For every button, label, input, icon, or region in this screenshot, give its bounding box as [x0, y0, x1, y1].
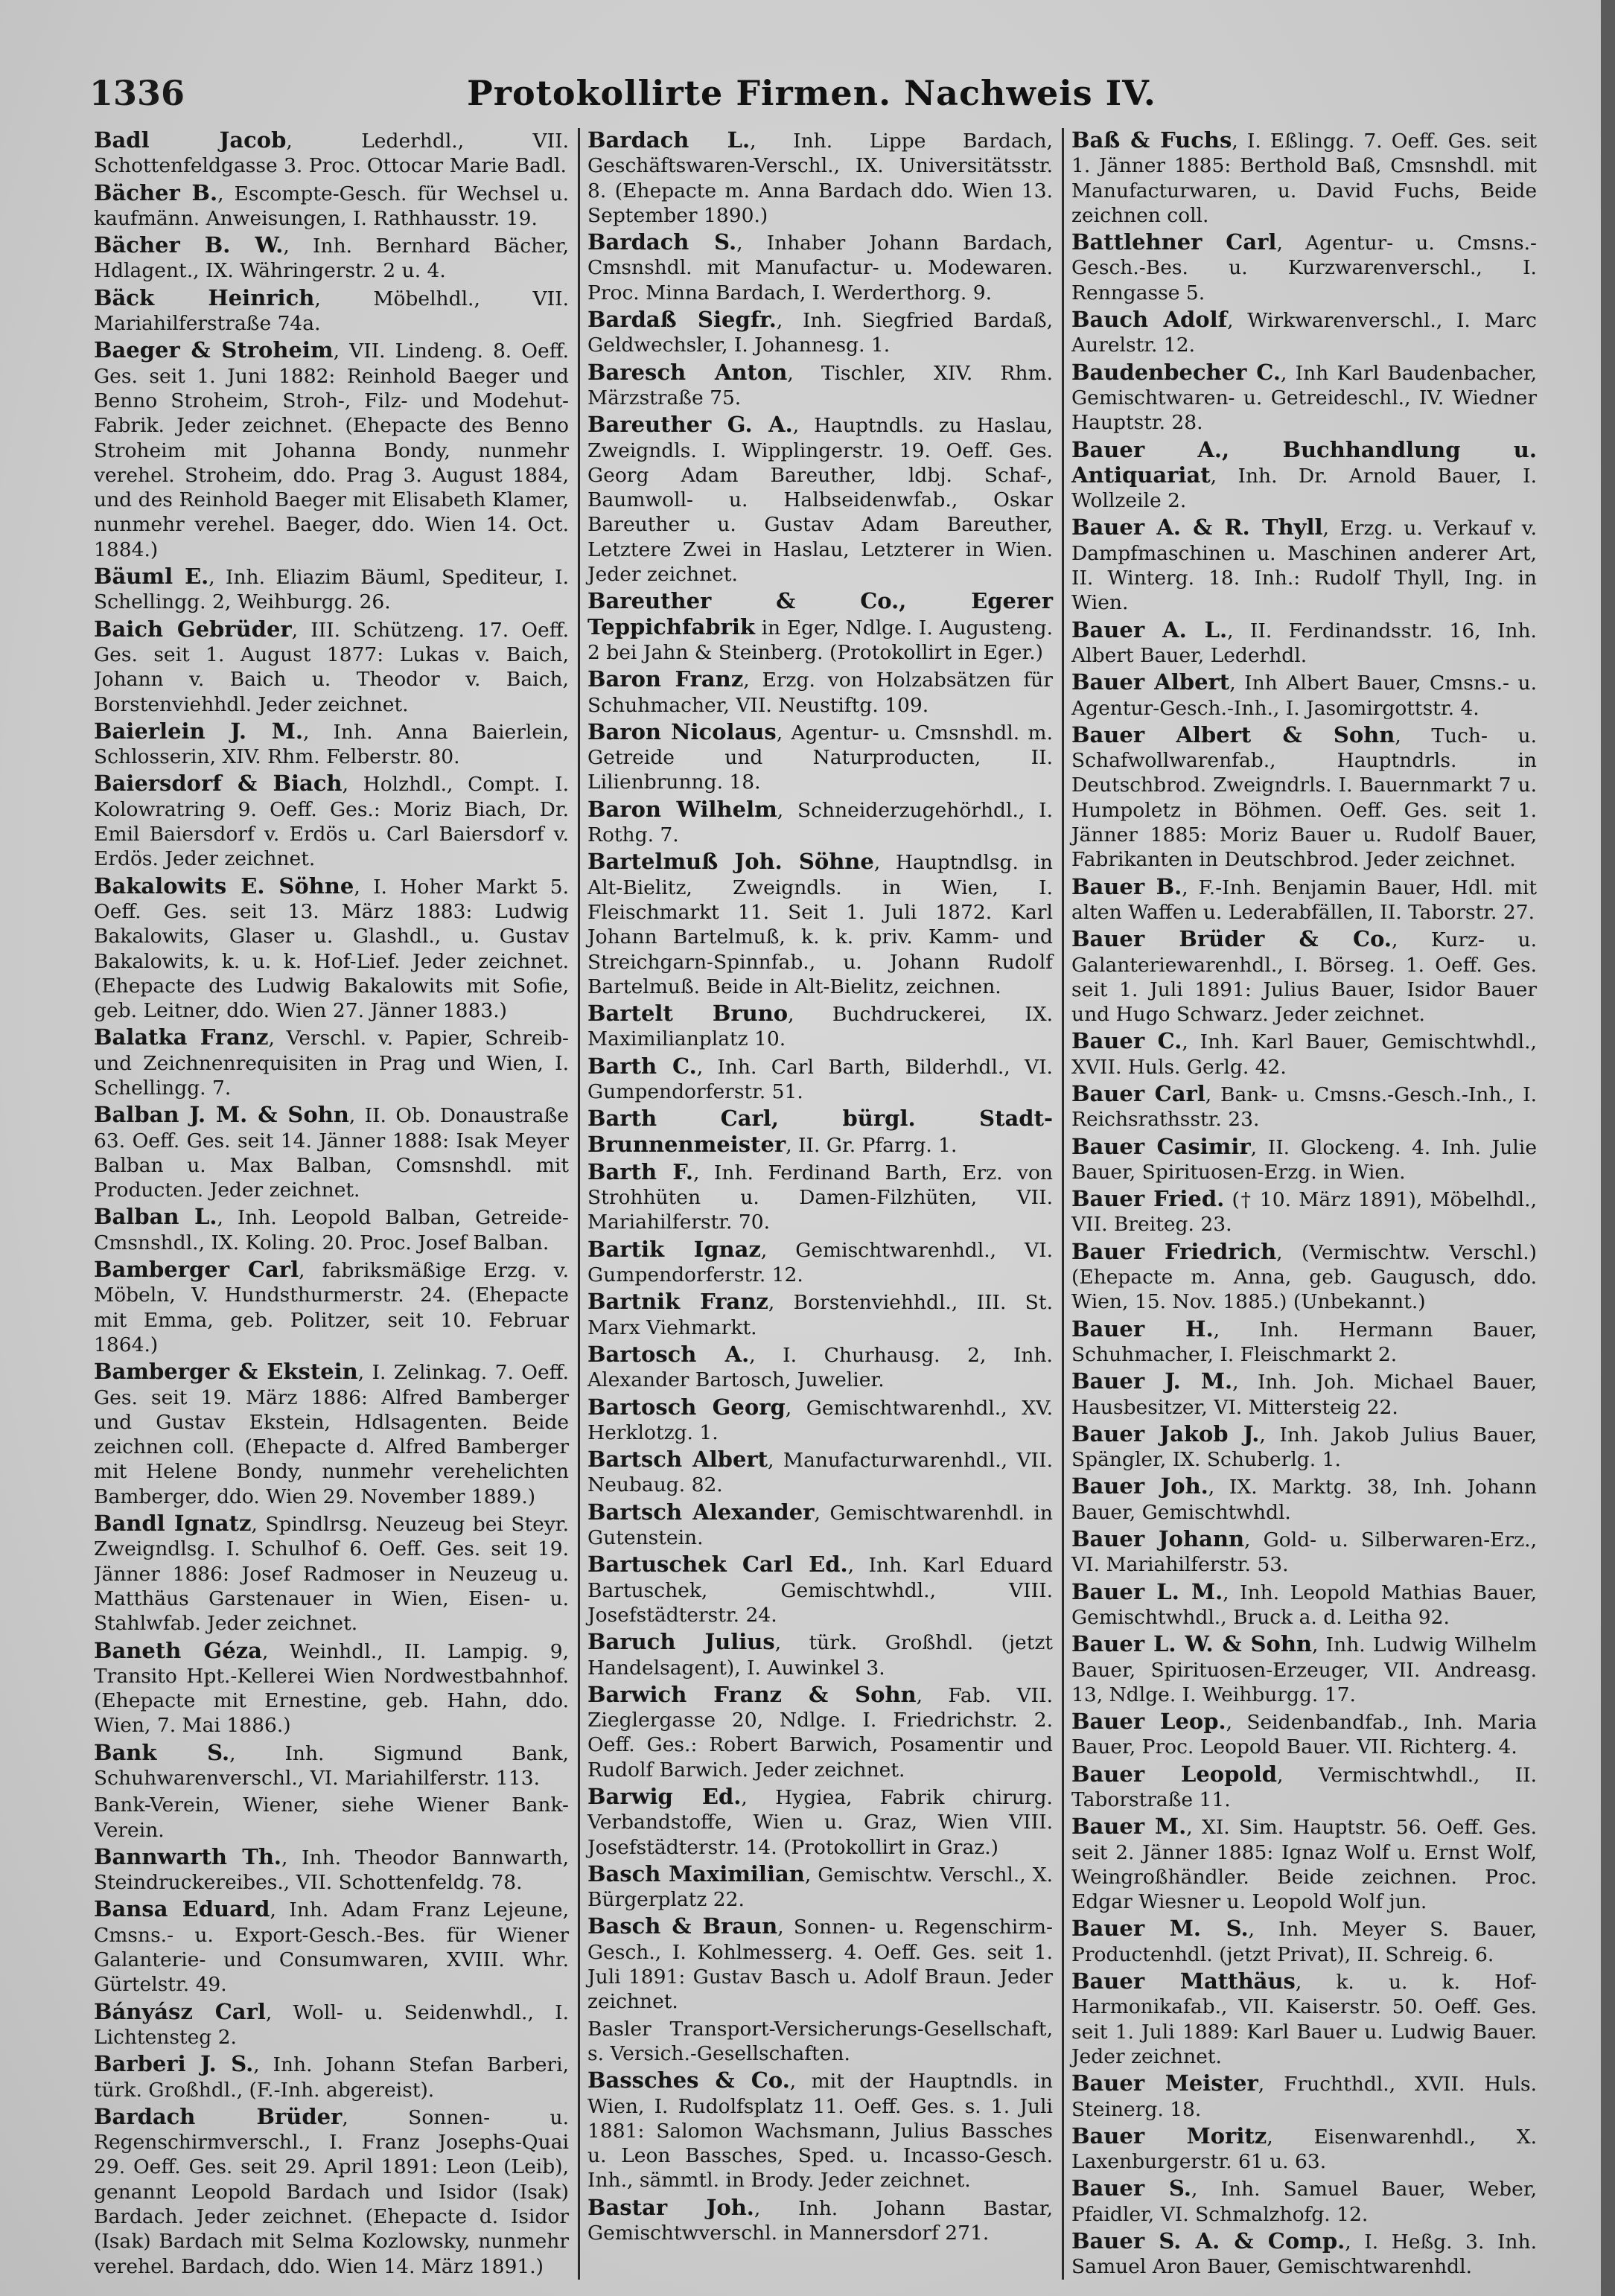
firm-details: , Inh. Adam Franz Lejeune, Cmsns.- u. Export-Gesch.-Bes. für Wiener Galanterie- und Consumwaren, XVIII. Whr. Gürtelstr. 49.: [94, 1898, 569, 1997]
directory-entry: [1071, 2071, 1537, 2122]
directory-entry: [1071, 1814, 1537, 1914]
directory-entry: [587, 849, 1053, 999]
directory-entry: [1071, 515, 1537, 615]
firm-details: , Holzhdl., Compt. I. Kolowratring 9. Oeff. Ges.: Moriz Biach, Dr. Emil Baiersdorf v. Erdös u. Carl Baiersdorf v. Erdös. Jeder zeichnet.: [94, 773, 569, 871]
firm-name: Bamberger Carl: [94, 1257, 299, 1283]
firm-details: , Inh. Samuel Bauer, Weber, Pfaidler, VI. Schmalzhofg. 12.: [1071, 2178, 1538, 2226]
firm-name: Barwig Ed.: [587, 1784, 742, 1809]
firm-name: Bauer M.: [1071, 1814, 1187, 1840]
directory-entry: [1071, 670, 1537, 721]
column-1: [94, 128, 578, 2280]
directory-entry: [587, 1862, 1053, 1913]
directory-entry: [94, 181, 569, 232]
firm-details: , Tuch- u. Schafwollwarenfab., Hauptndrls. in Deutschbrod. Zweigndrls. I. Bauernmarkt 7 u. Humpoletz in Böhmen. Oeff. Ges. seit 1. Jänner 1885: Moriz Bauer u. Rudolf Bauer, Fabrikanten in Deutschbrod. Jeder zeichnet.: [1071, 724, 1537, 872]
firm-details: , Inh Albert Bauer, Cmsns.- u. Agentur-Gesch.-Inh., I. Jasomirgottstr. 4.: [1071, 672, 1537, 720]
firm-details: , II. Glockeng. 4. Inh. Julie Bauer, Spirituosen-Erzg. in Wien.: [1071, 1135, 1537, 1184]
firm-details: , Wirkwarenverschl., I. Marc Aurelstr. 12.: [1071, 309, 1537, 357]
firm-name: Bartsch Alexander: [587, 1499, 815, 1525]
firm-name: Bauer J. M.: [1071, 1368, 1233, 1394]
firm-name: Bauer Casimir: [1071, 1133, 1251, 1159]
firm-details: , Inhaber Johann Bardach, Cmsnshdl. mit Manufactur- u. Modewaren. Proc. Minna Bardach, I. Werderthorg. 9.: [587, 232, 1053, 304]
directory-entry: [587, 1395, 1053, 1446]
firm-details: , Inh. Sigmund Bank, Schuhwarenverschl., VI. Mariahilferstr. 113.: [94, 1741, 569, 1790]
directory-entry: [1071, 2229, 1537, 2280]
firm-name: Bauer Meister: [1071, 2070, 1258, 2096]
firm-details: , Verschl. v. Papier, Schreib- und Zeichnenrequisiten in Prag und Wien, I. Schellingg. 7.: [94, 1027, 569, 1100]
firm-details: , Inh. Anna Baierlein, Schlosserin, XIV. Rhm. Felberstr. 80.: [94, 720, 569, 769]
directory-entry: [587, 2195, 1053, 2246]
firm-details: , Inh. Ludwig Wilhelm Bauer, Spirituosen-Erzeuger, VII. Andreasg. 13, Ndlge. I. Weihburgg. 17.: [1071, 1633, 1537, 1706]
firm-name: Bareuther & Co., Egerer Teppichfabrik: [587, 588, 1053, 640]
directory-entry: [1071, 1969, 1537, 2069]
firm-details: , Inh. Carl Barth, Bilderhdl., VI. Gumpendorferstr. 51.: [587, 1055, 1053, 1103]
directory-entry: [1071, 1369, 1537, 1420]
firm-details: , fabriksmäßige Erzg. v. Möbeln, V. Hundsthurmerstr. 24. (Ehepacte mit Emma, geb. Politzer, seit 10. Februar 1864.): [94, 1259, 569, 1356]
firm-details: , mit der Hauptndls. in Wien, I. Rudolfsplatz 11. Oeff. Ges. s. 1. Juli 1881: Salomon Wachsmann, Julius Bassches u. Leon Bassches, Sped. u. Incasso-Gesch. Inh., sämmtl. in Brody. Jeder zeichnet.: [587, 2070, 1053, 2193]
firm-name: Bareuther G. A.: [587, 412, 793, 438]
directory-entry: [94, 564, 569, 615]
firm-details: , II. Ferdinandsstr. 16, Inh. Albert Bauer, Lederhdl.: [1071, 619, 1537, 667]
firm-name: Baierlein J. M.: [94, 718, 303, 744]
page-title: Protokollirte Firmen. Nachweis IV.: [467, 73, 1156, 113]
firm-name: Bannwarth Th.: [94, 1843, 282, 1869]
firm-details: , Inh. Johann Bastar, Gemischtwverschl. in Mannersdorf 271.: [587, 2196, 1053, 2245]
directory-entry: [1071, 875, 1537, 925]
firm-name: Bauer Leopold: [1071, 1761, 1278, 1787]
directory-entry: [1071, 128, 1537, 228]
firm-details: , Spindlrsg. Neuzeug bei Steyr. Zweigndlsg. I. Schulhof 6. Oeff. Ges. seit 19. Jänner 1886: Josef Radmoser in Neuzeug u. Matthäus Garstenauer in Wien, Eisen- u. Stahlwfab. Jeder zeichnet.: [94, 1513, 569, 1636]
firm-name: Badl Jacob: [94, 128, 287, 153]
firm-name: Baron Franz: [587, 666, 744, 692]
firm-name: Bauer L. M.: [1071, 1578, 1223, 1604]
firm-name: Bauer H.: [1071, 1316, 1214, 1342]
firm-details: , IX. Marktg. 38, Inh. Johann Bauer, Gemischtwhdl.: [1071, 1476, 1537, 1524]
firm-name: Bansa Eduard: [94, 1896, 270, 1922]
directory-entry: [587, 1447, 1053, 1498]
directory-entry: [1071, 618, 1537, 669]
directory-entry: [94, 2105, 569, 2279]
directory-entry: [587, 1054, 1053, 1105]
directory-entry: [94, 233, 569, 284]
firm-name: Baron Wilhelm: [587, 796, 777, 822]
directory-entry: [1071, 1422, 1537, 1473]
firm-name: Balatka Franz: [94, 1024, 269, 1050]
directory-entry: [1071, 1082, 1537, 1132]
firm-name: Bauer Moritz: [1071, 2123, 1267, 2149]
firm-details: , Lederhdl., VII. Schottenfeldgasse 3. Proc. Ottocar Marie Badl.: [94, 130, 570, 178]
firm-name: Bányász Carl: [94, 1998, 266, 2024]
directory-entry: [587, 412, 1053, 587]
firm-details: , Escompte-Gesch. für Wechsel u. kaufmänn. Anweisungen, I. Rathhausstr. 19.: [94, 182, 569, 230]
firm-name: Barth Carl, bürgl. Stadt-Brunnenmeister: [587, 1106, 1053, 1157]
firm-details: , Tischler, XIV. Rhm. Märzstraße 75.: [587, 361, 1053, 409]
firm-name: Barwich Franz & Sohn: [587, 1681, 917, 1707]
firm-details: Bank-Verein, Wiener, siehe Wiener Bank-Verein.: [94, 1793, 569, 1842]
directory-entry: [1071, 2124, 1537, 2175]
directory-entry: [1071, 360, 1537, 436]
firm-details: , türk. Großhdl. (jetzt Handelsagent), I. Auwinkel 3.: [587, 1631, 1053, 1680]
directory-entry: [94, 1793, 569, 1843]
column-3: [1062, 128, 1546, 2280]
directory-entry: [1071, 230, 1537, 305]
firm-name: Bartosch Georg: [587, 1394, 786, 1420]
firm-name: Bäuml E.: [94, 564, 209, 590]
firm-name: Bauer A. L.: [1071, 616, 1228, 642]
firm-details: , Inh. Dr. Arnold Bauer, I. Wollzeile 2.: [1071, 464, 1537, 513]
page-number: 1336: [89, 73, 185, 113]
firm-details: , Bank- u. Cmsns.-Gesch.-Inh., I. Reichsrathsstr. 23.: [1071, 1082, 1537, 1132]
directory-entry: [587, 230, 1053, 305]
directory-entry: [587, 1237, 1053, 1288]
directory-entry: [94, 1103, 569, 1202]
page-header: [89, 73, 1534, 118]
directory-entry: [1071, 1527, 1537, 1578]
firm-details: , Vermischtwhdl., II. Taborstraße 11.: [1071, 1763, 1537, 1811]
firm-details: , Inh. Karl Eduard Bartuschek, Gemischtwhdl., VIII. Josefstädterstr. 24.: [587, 1554, 1054, 1627]
firm-name: Basch & Braun: [587, 1913, 778, 1939]
firm-name: Bakalowits E. Söhne: [94, 873, 354, 899]
firm-name: Bauer M. S.: [1071, 1916, 1249, 1942]
firm-details: , Hauptndlsg. in Alt-Bielitz, Zweigndls. in Wien, I. Fleischmarkt 11. Seit 1. Juli 1872. Karl Johann Bartelmuß, k. k. priv. Kamm- und Streichgarn-Spinnfab., u. Johann Rudolf Bartelmuß. Beide in Alt-Bielitz, zeichnen.: [587, 851, 1053, 998]
directory-entry: [94, 1741, 569, 1791]
firm-name: Bauer A., Buchhandlung u. Antiquariat: [1071, 436, 1537, 488]
firm-details: , II. Ob. Donaustraße 63. Oeff. Ges. seit 14. Jänner 1888: Isak Meyer Balban u. Max Balban, Comsnshdl. mit Producten. Jeder zeichnet.: [94, 1104, 569, 1202]
firm-name: Bartik Ignaz: [587, 1236, 761, 1262]
scan-edge: [1601, 0, 1615, 2296]
directory-entry: [94, 1359, 569, 1509]
firm-name: Baß & Fuchs: [1071, 128, 1232, 153]
firm-name: Bamberger & Ekstein: [94, 1359, 358, 1385]
firm-details: , Agentur- u. Cmsns.-Gesch.-Bes. u. Kurzwarenverschl., I. Renngasse 5.: [1071, 232, 1537, 304]
firm-details: , Weinhdl., II. Lampig. 9, Transito Hpt.-Kellerei Wien Nordwestbahnhof. (Ehepacte mit Ernestine, geb. Hahn, ddo. Wien, 7. Mai 1886.): [94, 1639, 569, 1738]
firm-details: , III. Schützeng. 17. Oeff. Ges. seit 1. August 1877: Lukas v. Baich, Johann v. Baich u. Theodor v. Baich, Borstenviehhdl. Jeder zeichnet.: [94, 618, 569, 716]
directory-entry: [1071, 1317, 1537, 1368]
firm-name: Balban L.: [94, 1204, 217, 1230]
firm-name: Bassches & Co.: [587, 2067, 790, 2093]
directory-entry: [94, 1639, 569, 1738]
firm-details: , Eisenwarenhdl., X. Laxenburgerstr. 61 u. 63.: [1071, 2125, 1537, 2174]
firm-details: , Hauptndls. zu Haslau, Zweigndls. I. Wipplingerstr. 19. Oeff. Ges. Georg Adam Bareuther, ldbj. Schaf-, Baumwoll- u. Halbseidenwfab., Oskar Bareuther u. Gustav Adam Bareuther, Letztere Zwei in Haslau, Letzterer in Wien. Jeder zeichnet.: [587, 414, 1053, 587]
column-2: [578, 128, 1062, 2280]
firm-name: Bäck Heinrich: [94, 284, 315, 310]
firm-details: , Möbelhdl., VII. Mariahilferstraße 74a.: [94, 287, 569, 336]
directory-entry: [1071, 438, 1537, 514]
directory-entry: [1071, 1916, 1537, 1967]
firm-name: Bauer Johann: [1071, 1526, 1245, 1552]
firm-name: Baich Gebrüder: [94, 616, 292, 642]
firm-name: Bartuschek Carl Ed.: [587, 1552, 848, 1578]
firm-details: , Agentur- u. Cmsnshdl. m. Getreide und Naturproducten, II. Lilienbrunng. 18.: [587, 721, 1053, 794]
directory-entry: [587, 589, 1053, 665]
firm-name: Baudenbecher C.: [1071, 359, 1281, 385]
firm-name: Baresch Anton: [587, 359, 788, 385]
firm-name: Barberi J. S.: [94, 2051, 254, 2077]
firm-name: Bardach Brüder: [94, 2103, 343, 2129]
directory-entry: [1071, 1029, 1537, 1080]
directory-entry: [587, 667, 1053, 718]
firm-details: , Inh. Karl Bauer, Gemischtwhdl., XVII. Huls. Gerlg. 42.: [1071, 1030, 1537, 1079]
columns: [94, 128, 1546, 2280]
directory-entry: [94, 128, 569, 179]
firm-details: , Sonnen- u. Regenschirm-Gesch., I. Kohlmesserg. 4. Oeff. Ges. seit 1. Juli 1891: Gustav Basch u. Adolf Braun. Jeder zeichnet.: [587, 1916, 1054, 2014]
firm-details: , Fruchthdl., XVII. Huls. Steinerg. 18.: [1071, 2073, 1537, 2121]
firm-details: Basler Transport-Versicherungs-Gesellschaft, s. Versich.-Gesellschaften.: [587, 2017, 1053, 2065]
firm-details: , Inh. Meyer S. Bauer, Productenhdl. (jetzt Privat), II. Schreig. 6.: [1071, 1918, 1537, 1966]
firm-name: Bartelmuß Joh. Söhne: [587, 849, 874, 875]
firm-details: , Inh. Siegfried Bardaß, Geldwechsler, I. Johannesg. 1.: [587, 309, 1054, 357]
directory-entry: [587, 1289, 1053, 1340]
firm-details: , Schneiderzugehörhdl., I. Rothg. 7.: [587, 798, 1053, 847]
directory-entry: [94, 338, 569, 562]
directory-entry: [94, 874, 569, 1024]
firm-name: Basch Maximilian: [587, 1860, 805, 1887]
firm-details: , XI. Sim. Hauptstr. 56. Oeff. Ges. seit 2. Jänner 1885: Ignaz Wolf u. Ernst Wolf, Weingroßhändler. Beide zeichnen. Proc. Edgar Wiesner u. Leopold Wolf jun.: [1071, 1816, 1537, 1914]
directory-entry: [1071, 1632, 1537, 1707]
firm-details: , Kurz- u. Galanteriewarenhdl., I. Börseg. 1. Oeff. Ges. seit 1. Juli 1891: Julius Bauer, Isidor Bauer und Hugo Schwarz. Jeder zeichnet.: [1071, 928, 1537, 1027]
firm-name: Bauer Carl: [1071, 1080, 1205, 1106]
firm-name: Bandl Ignatz: [94, 1511, 252, 1537]
firm-name: Battlehner Carl: [1071, 229, 1277, 255]
directory-entry: [587, 1630, 1053, 1680]
firm-name: Bauer Matthäus: [1071, 1968, 1296, 1994]
directory-entry: [94, 1845, 569, 1895]
directory-entry: [1071, 723, 1537, 873]
firm-details: , Inh. Hermann Bauer, Schuhmacher, I. Fleischmarkt 2.: [1071, 1318, 1537, 1366]
directory-entry: [1071, 1762, 1537, 1813]
firm-name: Baron Nicolaus: [587, 718, 777, 744]
directory-entry: [587, 1106, 1053, 1158]
directory-entry: [587, 1500, 1053, 1551]
directory-entry: [94, 286, 569, 337]
firm-name: Bauer L. W. & Sohn: [1071, 1631, 1313, 1657]
firm-name: Baiersdorf & Biach: [94, 771, 343, 797]
directory-entry: [94, 771, 569, 871]
firm-name: Bartsch Albert: [587, 1447, 768, 1473]
firm-details: , Hygiea, Fabrik chirurg. Verbandstoffe, Wien u. Graz, Wien VIII. Josefstädterstr. 14. (Protokollirt in Graz.): [587, 1786, 1053, 1859]
firm-name: Bauer Brüder & Co.: [1071, 926, 1392, 952]
firm-name: Bauer C.: [1071, 1028, 1182, 1054]
firm-name: Bartelt Bruno: [587, 1001, 789, 1027]
firm-details: , Woll- u. Seidenwhdl., I. Lichtensteg 2.: [94, 2000, 569, 2049]
firm-name: Bauer B.: [1071, 873, 1182, 899]
firm-details: , Sonnen- u. Regenschirmverschl., I. Franz Josephs-Quai 29. Oeff. Ges. seit 29. April 1891: Leon (Leib), genannt Leopold Bardach und Isidor (Isak) Bardach. Jeder zeichnet. (Ehepacte d. Isidor (Isak) Bardach mit Selma Kozlowsky, nunmehr verehel. Bardach, ddo. Wien 14. März 1891.): [94, 2105, 569, 2278]
firm-details: († 10. März 1891), Möbelhdl., VII. Breiteg. 23.: [1071, 1188, 1537, 1237]
firm-name: Bauer Albert & Sohn: [1071, 721, 1395, 747]
directory-entry: [587, 1785, 1053, 1860]
firm-name: Baeger & Stroheim: [94, 337, 334, 363]
directory-entry: [1071, 927, 1537, 1027]
firm-name: Bauer A. & R. Thyll: [1071, 514, 1323, 540]
directory-entry: [587, 1342, 1053, 1393]
firm-name: Bauer S.: [1071, 2175, 1191, 2201]
firm-details: , Inh. Jakob Julius Bauer, Spängler, IX. Schuberlg. 1.: [1071, 1423, 1537, 1472]
directory-entry: [94, 617, 569, 717]
directory-entry: [587, 307, 1053, 358]
directory-entry: [94, 1205, 569, 1255]
directory-entry: [587, 1552, 1053, 1627]
directory-entry: [94, 719, 569, 770]
firm-details: , I. Zelinkag. 7. Oeff. Ges. seit 19. März 1886: Alfred Bamberger und Gustav Ekstein, Hdlsagenten. Beide zeichnen coll. (Ehepacte d. Alfred Bamberger mit Helene Bondy, nunmehr verehelichten Bamberger, ddo. Wien 29. November 1889.): [94, 1361, 569, 1508]
firm-details: , Buchdruckerei, IX. Maximilianplatz 10.: [587, 1003, 1053, 1051]
directory-entry: [1071, 1187, 1537, 1237]
firm-details: , Gemischtw. Verschl., X. Bürgerplatz 22.: [587, 1863, 1053, 1912]
firm-name: Bartnik Franz: [587, 1289, 768, 1315]
directory-entry: [587, 1160, 1053, 1235]
firm-name: Bächer B. W.: [94, 232, 284, 258]
firm-name: Bank S.: [94, 1739, 230, 1765]
firm-details: , Manufacturwarenhdl., VII. Neubaug. 82.: [587, 1449, 1054, 1497]
firm-details: , Gemischtwarenhdl., VI. Gumpendorferstr. 12.: [587, 1238, 1053, 1287]
firm-name: Balban J. M. & Sohn: [94, 1102, 349, 1128]
firm-details: in Eger, Ndlge. I. Augusteng. 2 bei Jahn & Steinberg. (Protokollirt in Eger.): [587, 616, 1053, 664]
firm-name: Bauer Jakob J.: [1071, 1420, 1260, 1447]
directory-entry: [587, 797, 1053, 848]
firm-name: Bauer Joh.: [1071, 1473, 1208, 1499]
firm-details: , I. Eßlingg. 7. Oeff. Ges. seit 1. Jänner 1885: Berthold Baß, Cmsnshdl. mit Manufacturwaren, u. David Fuchs, Beide zeichnen coll.: [1071, 130, 1537, 227]
firm-details: , Inh. Leopold Mathias Bauer, Gemischtwhdl., Bruck a. d. Leitha 92.: [1071, 1581, 1537, 1629]
firm-name: Bauer Leop.: [1071, 1709, 1226, 1735]
directory-entry: [94, 1025, 569, 1100]
directory-entry: [1071, 1474, 1537, 1525]
directory-entry: [587, 360, 1053, 411]
firm-details: , Borstenviehhdl., III. St. Marx Viehmarkt.: [587, 1291, 1053, 1339]
firm-details: , Erzg. von Holzabsätzen für Schuhmacher, VII. Neustiftg. 109.: [587, 669, 1053, 717]
firm-name: Bartosch A.: [587, 1341, 750, 1367]
firm-details: , Inh Karl Baudenbacher, Gemischtwaren- u. Getreideschl., IV. Wiedner Hauptstr. 28.: [1071, 361, 1537, 435]
directory-entry: [94, 2000, 569, 2050]
firm-details: , Inh. Eliazim Bäuml, Spediteur, I. Schellingg. 2, Weihburgg. 26.: [94, 566, 569, 614]
firm-name: Baruch Julius: [587, 1629, 775, 1655]
firm-details: , (Vermischtw. Verschl.) (Ehepacte m. Anna, geb. Gaugusch, ddo. Wien, 15. Nov. 1885.) (Unbekannt.): [1071, 1240, 1537, 1314]
firm-name: Bauer S. A. & Comp.: [1071, 2228, 1345, 2254]
directory-entry: [587, 1683, 1053, 1782]
firm-name: Bächer B.: [94, 179, 218, 205]
firm-name: Bardaß Siegfr.: [587, 307, 777, 333]
directory-entry: [587, 2017, 1053, 2067]
directory-entry: [94, 1257, 569, 1357]
directory-entry: [1071, 2176, 1537, 2227]
directory-entry: [587, 720, 1053, 795]
firm-name: Bardach S.: [587, 229, 737, 255]
directory-entry: [587, 1001, 1053, 1052]
directory-entry: [94, 2052, 569, 2102]
firm-details: , Inh. Bernhard Bächer, Hdlagent., IX. Währingerstr. 2 u. 4.: [94, 235, 569, 283]
firm-details: , I. Churhausg. 2, Inh. Alexander Bartosch, Juwelier.: [587, 1343, 1053, 1392]
firm-details: , Fab. VII. Zieglergasse 20, Ndlge. I. Friedrichstr. 2. Oeff. Ges.: Robert Barwich, Posamentir und Rudolf Barwich. Jeder zeichnet.: [587, 1683, 1053, 1782]
firm-name: Barth C.: [587, 1053, 697, 1079]
firm-details: , Seidenbandfab., Inh. Maria Bauer, Proc. Leopold Bauer. VII. Richterg. 4.: [1071, 1711, 1537, 1759]
firm-name: Bauch Adolf: [1071, 307, 1228, 333]
firm-details: , Inh. Joh. Michael Bauer, Hausbesitzer, VI. Mittersteig 22.: [1071, 1371, 1538, 1419]
firm-details: , Erzg. u. Verkauf v. Dampfmaschinen u. Maschinen anderer Art, II. Winterg. 18. Inh.: Rudolf Thyll, Ing. in Wien.: [1071, 517, 1537, 615]
firm-details: , I. Heßg. 3. Inh. Samuel Aron Bauer, Gemischtwarenhdl.: [1071, 2230, 1537, 2279]
firm-details: , Inh. Lippe Bardach, Geschäftswaren-Verschl., IX. Universitätsstr. 8. (Ehepacte m. Anna Bardach ddo. Wien 13. September 1890.): [587, 130, 1053, 227]
directory-entry: [1071, 307, 1537, 358]
directory-entry: [1071, 1709, 1537, 1760]
firm-details: , Inh. Johann Stefan Barberi, türk. Großhdl., (F.-Inh. abgereist).: [94, 2053, 569, 2102]
firm-details: , II. Gr. Pfarrg. 1.: [786, 1133, 958, 1157]
directory-entry: [1071, 1580, 1537, 1630]
directory-entry: [587, 2068, 1053, 2193]
directory-entry: [587, 128, 1053, 228]
firm-details: , Inh. Leopold Balban, Getreide-Cmsnshdl., IX. Koling. 20. Proc. Josef Balban.: [94, 1206, 569, 1254]
firm-name: Bardach L.: [587, 128, 751, 153]
firm-details: , k. u. k. Hof-Harmonikafab., VII. Kaiserstr. 50. Oeff. Ges. seit 1. Juli 1889: Karl Bauer u. Ludwig Bauer. Jeder zeichnet.: [1071, 1971, 1537, 2068]
firm-details: , Gemischtwarenhdl. in Gutenstein.: [587, 1501, 1053, 1550]
firm-name: Bauer Friedrich: [1071, 1238, 1277, 1264]
directory-entry: [94, 1897, 569, 1997]
firm-details: , F.-Inh. Benjamin Bauer, Hdl. mit alten Waffen u. Lederabfällen, II. Taborstr. 27.: [1071, 876, 1537, 924]
directory-entry: [1071, 1135, 1537, 1185]
firm-details: , Gemischtwarenhdl., XV. Herklotzg. 1.: [587, 1396, 1053, 1444]
firm-details: , VII. Lindeng. 8. Oeff. Ges. seit 1. Juni 1882: Reinhold Baeger und Benno Stroheim, Stroh-, Filz- und Modehut-Fabrik. Jeder zeichnet. (Ehepacte des Benno Stroheim mit Johanna Bondy, nunmehr verehel. Stroheim, ddo. Prag 3. August 1884, und des Reinhold Baeger mit Elisabeth Klamer, nunmehr verehel. Baeger, ddo. Wien 14. Oct. 1884.): [94, 339, 569, 561]
firm-details: , I. Hoher Markt 5. Oeff. Ges. seit 13. März 1883: Ludwig Bakalowits, Glaser u. Glashdl., u. Gustav Bakalowits, k. u. k. Hof-Lief. Jeder zeichnet. (Ehepacte des Ludwig Bakalowits mit Sofie, geb. Leitner, ddo. Wien 27. Jänner 1883.): [94, 875, 569, 1023]
firm-details: , Inh. Theodor Bannwarth, Steindruckereibes., VII. Schottenfeldg. 78.: [94, 1846, 570, 1895]
firm-name: Bastar Joh.: [587, 2194, 754, 2220]
directory-entry: [1071, 1240, 1537, 1315]
directory-entry: [94, 1511, 569, 1636]
firm-details: , Gold- u. Silberwaren-Erz., VI. Mariahilferstr. 53.: [1071, 1528, 1537, 1577]
firm-name: Bauer Albert: [1071, 669, 1230, 695]
firm-name: Barth F.: [587, 1158, 693, 1184]
firm-name: Baneth Géza: [94, 1637, 262, 1663]
firm-name: Bauer Fried.: [1071, 1186, 1225, 1212]
directory-entry: [587, 1914, 1053, 2014]
firm-details: , Inh. Ferdinand Barth, Erz. von Strohhüten u. Damen-Filzhüten, VII. Mariahilferstr. 70.: [587, 1161, 1053, 1234]
